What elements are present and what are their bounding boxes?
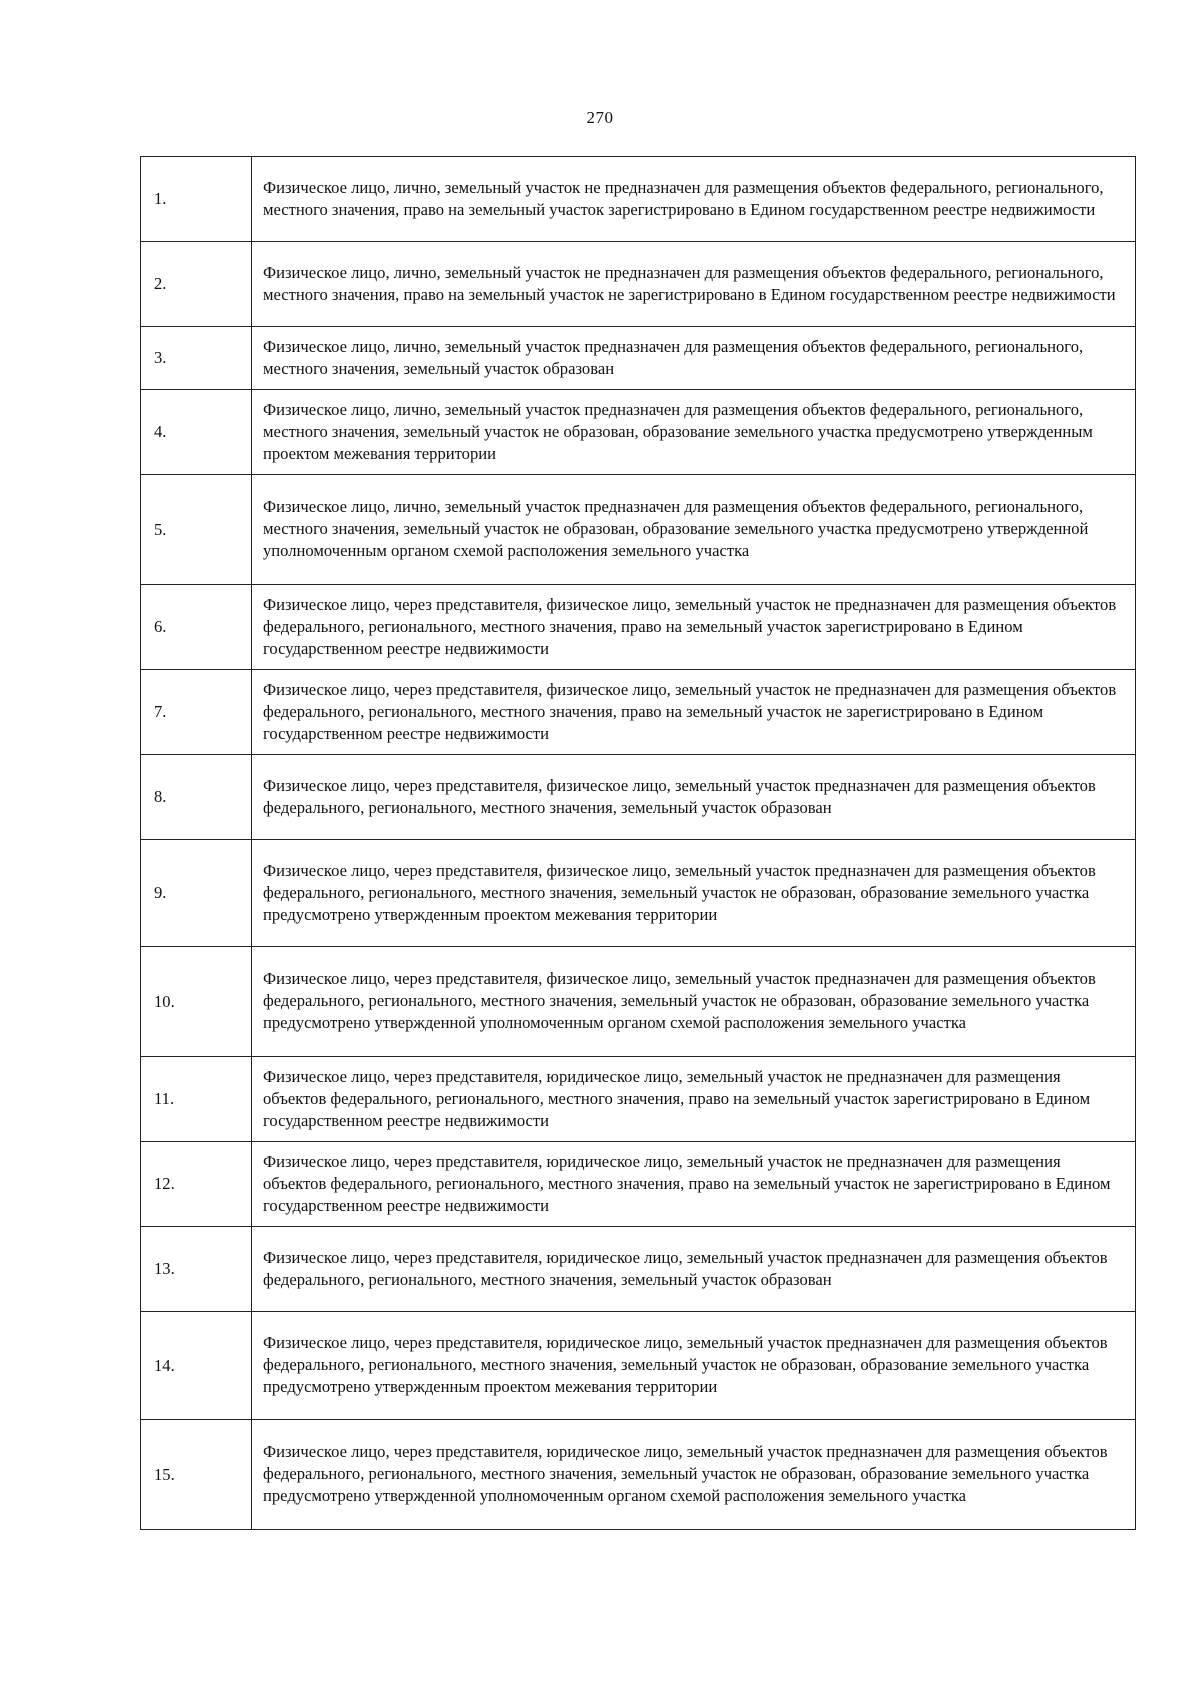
row-number: 6. <box>141 585 252 670</box>
row-description: Физическое лицо, лично, земельный участок не предназначен для размещения объектов федерального, регионального, местного значения, право на земельный участок не зарегистрировано в Едином государственном реестре недвижимости <box>252 242 1136 327</box>
table-row <box>141 947 1136 1057</box>
row-description: Физическое лицо, лично, земельный участок предназначен для размещения объектов федерального, регионального, местного значения, земельный участок не образован, образование земельного участка предусмотрено утвержденным проектом межевания территории <box>252 390 1136 475</box>
row-number: 15. <box>141 1420 252 1530</box>
page-number: 270 <box>586 108 614 127</box>
row-description: Физическое лицо, через представителя, юридическое лицо, земельный участок не предназначен для размещения объектов федерального, регионального, местного значения, право на земельный участок не зарегистрировано в Едином государственном реестре недвижимости <box>252 1142 1136 1227</box>
table-row <box>141 327 1136 390</box>
row-description: Физическое лицо, лично, земельный участок не предназначен для размещения объектов федерального, регионального, местного значения, право на земельный участок зарегистрировано в Едином государственном реестре недвижимости <box>252 157 1136 242</box>
variants-table <box>140 156 1136 1530</box>
table-row <box>141 670 1136 755</box>
row-description: Физическое лицо, лично, земельный участок предназначен для размещения объектов федерального, регионального, местного значения, земельный участок не образован, образование земельного участка предусмотрено утвержденной уполномоченным органом схемой расположения земельного участка <box>252 475 1136 585</box>
row-description: Физическое лицо, через представителя, физическое лицо, земельный участок предназначен для размещения объектов федерального, регионального, местного значения, земельный участок не образован, образование земельного участка предусмотрено утвержденным проектом межевания территории <box>252 840 1136 947</box>
row-number: 12. <box>141 1142 252 1227</box>
table-row <box>141 242 1136 327</box>
row-number: 1. <box>141 157 252 242</box>
table-row <box>141 1312 1136 1420</box>
row-description: Физическое лицо, через представителя, юридическое лицо, земельный участок не предназначен для размещения объектов федерального, регионального, местного значения, право на земельный участок зарегистрировано в Едином государственном реестре недвижимости <box>252 1057 1136 1142</box>
row-number: 9. <box>141 840 252 947</box>
row-number: 7. <box>141 670 252 755</box>
row-description: Физическое лицо, через представителя, юридическое лицо, земельный участок предназначен для размещения объектов федерального, регионального, местного значения, земельный участок не образован, образование земельного участка предусмотрено утвержденной уполномоченным органом схемой расположения земельного участка <box>252 1420 1136 1530</box>
table-row <box>141 1057 1136 1142</box>
row-description: Физическое лицо, через представителя, юридическое лицо, земельный участок предназначен для размещения объектов федерального, регионального, местного значения, земельный участок не образован, образование земельного участка предусмотрено утвержденным проектом межевания территории <box>252 1312 1136 1420</box>
row-number: 14. <box>141 1312 252 1420</box>
row-description: Физическое лицо, через представителя, физическое лицо, земельный участок предназначен для размещения объектов федерального, регионального, местного значения, земельный участок образован <box>252 755 1136 840</box>
table-row <box>141 157 1136 242</box>
table-row <box>141 390 1136 475</box>
row-number: 8. <box>141 755 252 840</box>
table-row <box>141 1142 1136 1227</box>
table-row <box>141 475 1136 585</box>
table-row <box>141 1420 1136 1530</box>
table-row <box>141 1227 1136 1312</box>
table-row <box>141 585 1136 670</box>
row-description: Физическое лицо, через представителя, физическое лицо, земельный участок не предназначен для размещения объектов федерального, регионального, местного значения, право на земельный участок зарегистрировано в Едином государственном реестре недвижимости <box>252 585 1136 670</box>
row-description: Физическое лицо, через представителя, юридическое лицо, земельный участок предназначен для размещения объектов федерального, регионального, местного значения, земельный участок образован <box>252 1227 1136 1312</box>
row-description: Физическое лицо, через представителя, физическое лицо, земельный участок предназначен для размещения объектов федерального, регионального, местного значения, земельный участок не образован, образование земельного участка предусмотрено утвержденной уполномоченным органом схемой расположения земельного участка <box>252 947 1136 1057</box>
row-number: 2. <box>141 242 252 327</box>
row-description: Физическое лицо, лично, земельный участок предназначен для размещения объектов федерального, регионального, местного значения, земельный участок образован <box>252 327 1136 390</box>
row-number: 10. <box>141 947 252 1057</box>
table-row <box>141 755 1136 840</box>
row-number: 13. <box>141 1227 252 1312</box>
row-number: 11. <box>141 1057 252 1142</box>
row-number: 5. <box>141 475 252 585</box>
table-row <box>141 840 1136 947</box>
row-number: 3. <box>141 327 252 390</box>
row-number: 4. <box>141 390 252 475</box>
row-description: Физическое лицо, через представителя, физическое лицо, земельный участок не предназначен для размещения объектов федерального, регионального, местного значения, право на земельный участок не зарегистрировано в Едином государственном реестре недвижимости <box>252 670 1136 755</box>
